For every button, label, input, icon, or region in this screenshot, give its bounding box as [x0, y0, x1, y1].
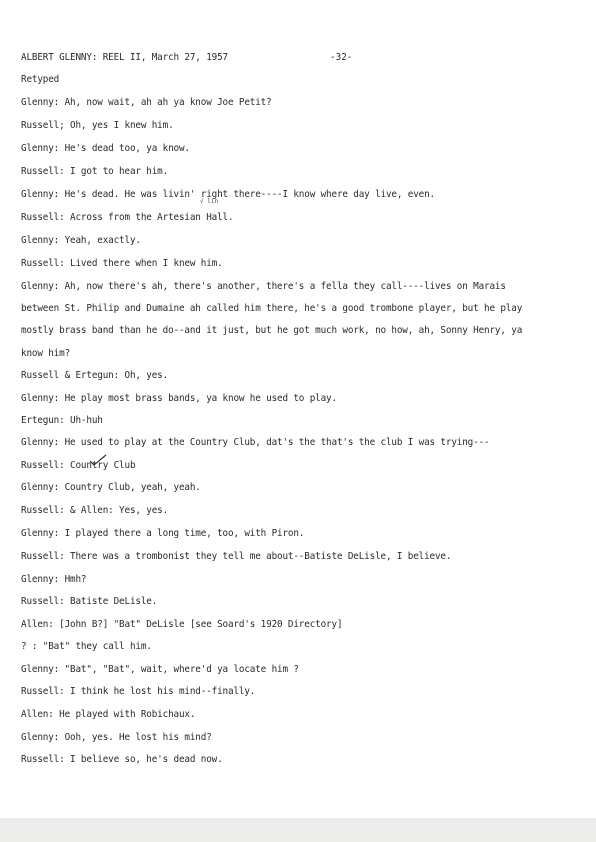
transcript-line: Glenny: "Bat", "Bat", wait, where'd ya locate him ? [21, 664, 299, 675]
transcript-line: Russell: I got to hear him. [21, 166, 169, 177]
transcript-line: Glenny: He used to play at the Country Club, dat's the that's the club I was trying--- [21, 437, 490, 448]
transcript-line: Glenny: He's dead too, ya know. [21, 143, 190, 154]
transcript-line: Russell: & Allen: Yes, yes. [21, 505, 169, 516]
transcript-line: Glenny: He's dead. He was livin' right there----I know where day live, even. [21, 189, 435, 200]
transcript-line: Glenny: Ooh, yes. He lost his mind? [21, 732, 212, 743]
transcript-line: Allen: He played with Robichaux. [21, 709, 196, 720]
transcript-line: Russell: There was a trombonist they tell me about--Batiste DeLisle, I believe. [21, 551, 452, 562]
transcript-line: Russell: I think he lost his mind--finally. [21, 686, 256, 697]
page-number: -32- [330, 52, 353, 63]
transcript-line: Russell; Oh, yes I knew him. [21, 120, 174, 131]
transcript-line: Russell: Country Club [21, 460, 136, 471]
transcript-line: know him? [21, 348, 71, 359]
transcript-line: Glenny: Yeah, exactly. [21, 235, 141, 246]
transcript-line: Russell & Ertegun: Oh, yes. [21, 370, 169, 381]
transcript-line: Russell: I believe so, he's dead now. [21, 754, 223, 765]
transcript-line: Allen: [John B?] "Bat" DeLisle [see Soard's 1920 Directory] [21, 619, 343, 630]
transcript-line: Russell: Across from the Artesian Hall. [21, 212, 234, 223]
check-mark-icon [88, 453, 108, 467]
retyped-label: Retyped [21, 74, 60, 85]
header-title: ALBERT GLENNY: REEL II, March 27, 1957 [21, 52, 228, 63]
transcript-line: Russell: Lived there when I knew him. [21, 258, 223, 269]
page-bottom-edge [0, 818, 596, 842]
transcript-line: ? : "Bat" they call him. [21, 641, 152, 652]
transcript-line: mostly brass band than he do--and it just, but he got much work, no how, ah, Sonny Henry, ya [21, 325, 523, 336]
transcript-line: Glenny: Hmh? [21, 574, 87, 585]
transcript-line: Glenny: I played there a long time, too, with Piron. [21, 528, 305, 539]
margin-note: √ lin [200, 198, 219, 205]
transcript-line: Glenny: He play most brass bands, ya know he used to play. [21, 393, 337, 404]
transcript-line: between St. Philip and Dumaine ah called him there, he's a good trombone player, but he play [21, 303, 523, 314]
transcript-line: Ertegun: Uh-huh [21, 415, 103, 426]
transcript-line: Russell: Batiste DeLisle. [21, 596, 158, 607]
transcript-line: Glenny: Country Club, yeah, yeah. [21, 482, 201, 493]
transcript-line: Glenny: Ah, now wait, ah ah ya know Joe Petit? [21, 97, 272, 108]
transcript-line: Glenny: Ah, now there's ah, there's another, there's a fella they call----lives on Marais [21, 281, 506, 292]
